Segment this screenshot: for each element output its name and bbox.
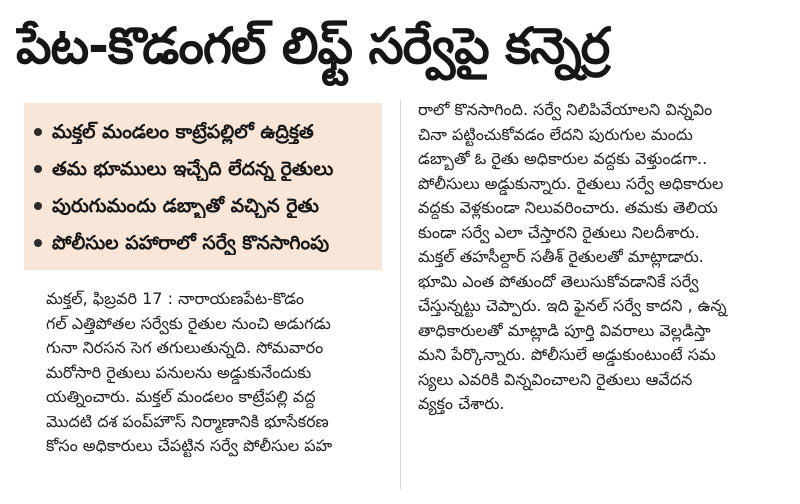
body-text-line: తాధికారులతో మాట్లాడి పూర్తి వివరాలు వెల్లడిస్తా (418, 320, 711, 340)
body-text-line: రాలో కొనసాగింది. సర్వే నిలిపివేయాలని విన్నవిం (418, 100, 713, 119)
column-divider (400, 100, 401, 490)
body-text-line: గునా నిరసన సెగ తగులుతున్నది. సోమవారం (46, 338, 324, 357)
bullet-icon (34, 165, 42, 173)
body-text-line: మక్తల్, ఫిబ్రవరి 17 : నారాయణపేట-కొడం (46, 289, 304, 308)
body-text-line: స్యలు ఎవరికి విన్నవించాలని రైతులు ఆవేదన (418, 369, 693, 389)
highlight-item (34, 113, 374, 150)
body-text-line: యత్నించారు. మక్తల్ మండలం కాట్రేపల్లి వద్ద (46, 387, 316, 406)
body-text-line: మక్తల్ తహసీల్దార్ సతీశ్ రైతులతో మాట్లాడారు. (418, 247, 704, 266)
body-text-line: కోసం అధికారులు చేపట్టిన సర్వే పోలీసుల పహ (46, 436, 333, 455)
body-text-line: డబ్బాతో ఓ రైతు అధికారుల వద్దకు వెళ్తుండగా.. (418, 149, 708, 168)
highlight-text: తమ భూములు ఇచ్చేది లేదన్న రైతులు (52, 157, 334, 180)
highlight-text: మక్తల్ మండలం కాట్రేపల్లిలో ఉద్రిక్తత (52, 120, 314, 143)
highlight-item (34, 224, 374, 261)
body-text-line: పోలీసులు అడ్డుకున్నారు. రైతులు సర్వే అధికారుల (418, 173, 724, 193)
highlight-text: పోలీసుల పహారాలో సర్వే కొనసాగింపు (52, 231, 330, 254)
body-text-line: వద్దకు వెళ్లకుండా నిలువరించారు. తమకు తెలియ (418, 198, 718, 217)
highlight-item (34, 150, 374, 187)
body-text-line: చినా పట్టించుకోవడం లేదని పురుగుల మందు (418, 124, 693, 144)
highlight-item (34, 187, 374, 224)
article-body-right-column (418, 98, 786, 417)
bullet-icon (34, 239, 42, 247)
highlights-box (24, 103, 382, 270)
article-headline: పేట-కొడంగల్ లిఫ్ట్ సర్వేపై కన్నెర్ర (16, 17, 610, 75)
bullet-icon (34, 128, 42, 136)
body-text-line: మొదటి దశ పంప్‌హౌస్ నిర్మాణానికి భూసేకరణ (46, 411, 329, 431)
highlight-text: పురుగుమందు డబ్బాతో వచ్చిన రైతు (52, 194, 319, 217)
body-text-line: మరోసారి రైతులు పనులను అడ్డుకునేందుకు (46, 362, 312, 382)
body-text-line: వ్యక్తం చేశారు. (418, 394, 505, 413)
body-text-line: భూమి ఎంత పోతుందో తెలుసుకోవడానికే సర్వే (418, 271, 699, 291)
body-text-line: మని పేర్కొన్నారు. పోలీసులే అడ్డుకుంటుంటే సమ (418, 345, 716, 364)
body-text-line: చేస్తున్నట్టు చెప్పారు. ఇది ఫైనల్ సర్వే కాదని , ఉన్న (418, 296, 727, 315)
body-text-line: కుండా సర్వే ఎలా చేస్తారని రైతులు నిలదీశారు. (418, 222, 700, 242)
body-text-line: గల్ ఎత్తిపోతల సర్వేకు రైతుల నుంచి అడుగడు (46, 313, 331, 333)
bullet-icon (34, 202, 42, 210)
article-body-left-column (46, 287, 386, 459)
